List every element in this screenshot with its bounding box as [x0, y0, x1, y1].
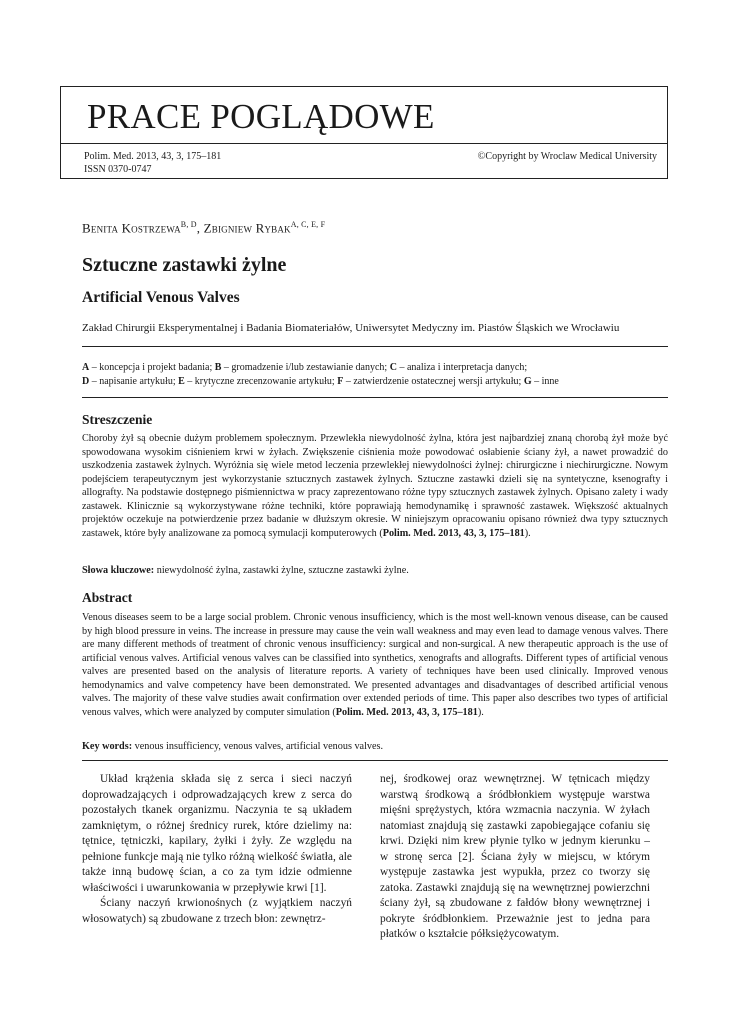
streszczenie-heading: Streszczenie [82, 412, 153, 427]
author-line [82, 220, 325, 236]
abstract-body: Venous diseases seem to be a large social problem. Chronic venous insufficiency, which is the most well-known venous disease, can be caused by high blood pressure in veins. The increase in pressure may cause the vein wall weakness and may even lead to damage venous valves. There are many different methods of treatment of chronic venous insufficiency: surgical and non-surgical. A new therapeutic approach is the use of artificial venous valves. Artificial venous valves can be classified into synthetics, xenografts and allografts. Different types of artificial venous valves are presented based on the analysis of literature reports. A variety of techniques have been used clinically. Improved venous hemodynamics and valve competency have been demonstrated. We presented advantages and disadvantages of described artificial venous valves. The majority of these valve studies await confirmation over extended periods of time. This paper also describes two types of artificial venous valves, which were analyzed by computer simulation (Polim. Med. 2013, 43, 3, 175–181). [82, 612, 668, 718]
author-name: Zbigniew Rybak [203, 220, 291, 236]
article-title-polish: Sztuczne zastawki żylne [82, 254, 287, 276]
citation: Polim. Med. 2013, 43, 3, 175–181 [335, 706, 478, 718]
article-title-english: Artificial Venous Valves [82, 289, 240, 306]
body-column-right [380, 772, 650, 943]
citation-line: Polim. Med. 2013, 43, 3, 175–181 [84, 151, 222, 162]
body-paragraph: nej, środkowej oraz wewnętrznej. W tętnicach między warstwą środkową a śródbłonkiem występuje warstwa mięśni sprężystych, która wzmacnia naczynia. W żyłach natomiast znajdują się zastawki zapobiegające cofaniu się krwi. Dzięki nim krew płynie tylko w jednym kierunku – w stronę serca [2]. Ściana żyły w miejscu, w którym występuje zastawka jest wypukła, przez co tworzy się zatoka. Zastawki znajdują się na wewnętrznej powierzchni ściany żył, są zbudowane z fałdów błony wewnętrznej i pokryte śródbłonkiem. Przeważnie jest to jedna para płatków o kształcie półksiężycowatym. [380, 773, 650, 940]
english-keywords: Key words: venous insufficiency, venous valves, artificial venous valves. [82, 741, 384, 752]
affiliation: Zakład Chirurgii Eksperymentalnej i Badania Biomateriałów, Uniwersytet Medyczny im. Piastów Śląskich we Wrocławiu [82, 322, 620, 334]
divider [82, 397, 668, 398]
issn-line: ISSN 0370-0747 [84, 163, 152, 175]
streszczenie-body: Choroby żył są obecnie dużym problemem społecznym. Przewlekła niewydolność żylna, która jest najbardziej znaną chorobą żył może być spowodowana wysokim ciśnieniem krwi w żyłach. Zwiększenie ciśnienia może powodować osłabienie ściany żył, a nawet prowadzić do uszkodzenia zastawek żylnych. Wyróżnia się wiele metod leczenia przewlekłej niewydolności żylnej: chirurgiczne i niechirurgiczne. Nowym podejściem terapeutycznym jest wykorzystanie sztucznych zastawek żylnych. Sztuczne zastawki dzieli się na syntetyczne, ksenografty i allografty. Na podstawie dostępnego piśmiennictwa w pracy zaprezentowano różne typy sztucznych zastawek żylnych. Opisano zalety i wady zastawek. Klinicznie są wykorzystywane różne techniki, które poprawiają hemodynamikę i sprawność zastawek. Większość aktualnych projektów oczekuje na potwierdzenie przez badanie w dłuższym okresie. W niniejszym opracowaniu opisano również dwa typy sztucznych zastawek, które były analizowane za pomocą symulacji komputerowych (Polim. Med. 2013, 43, 3, 175–181). [82, 433, 668, 539]
author-contribution-sup: B, D [180, 220, 197, 229]
author-contribution-sup: A, C, E, F [290, 220, 326, 229]
publication-info [84, 151, 221, 176]
body-column-left [82, 772, 352, 927]
author-name: Benita Kostrzewa [82, 220, 181, 236]
body-paragraph: Ściany naczyń krwionośnych (z wyjątkiem naczyń włosowatych) są zbudowane z trzech błon: zewnętrz- [82, 897, 352, 925]
contribution-line: D – napisanie artykułu; E – krytyczne zrecenzowanie artykułu; F – zatwierdzenie ostatecznej wersji artykułu; G – inne [82, 376, 559, 387]
divider [82, 760, 668, 761]
contribution-line: A – koncepcja i projekt badania; B – gromadzenie i/lub zestawianie danych; C – analiza i interpretacja danych; [82, 362, 528, 373]
abstract-heading: Abstract [82, 590, 133, 605]
citation: Polim. Med. 2013, 43, 3, 175–181 [382, 527, 525, 539]
divider [82, 346, 668, 347]
copyright-notice: ©Copyright by Wroclaw Medical University [477, 151, 657, 162]
section-title: PRACE POGLĄDOWE [87, 97, 435, 136]
journal-header [60, 86, 668, 179]
keywords-label: Key words: [82, 741, 133, 752]
author-separator: , [196, 220, 204, 236]
header-divider [61, 143, 667, 144]
contribution-legend [82, 361, 668, 389]
body-paragraph: Układ krążenia składa się z serca i sieci naczyń doprowadzających i odprowadzających krew z serca do pozostałych tkanek organizmu. Naczynia te są układem zamkniętym, o różnej średnicy rurek, które dzielimy na: tętnice, tętniczki, kapilary, żyłki i żyły. Ze względu na pełnione funkcje mają nie tylko różną wielkość światła, ale także inną budowę ścian, a co za tym idzie odmienne właściwości i uwarunkowania w przepływie krwi [1]. [82, 773, 352, 894]
keywords-label: Słowa kluczowe: [82, 565, 155, 576]
polish-keywords: Słowa kluczowe: niewydolność żylna, zastawki żylne, sztuczne zastawki żylne. [82, 565, 409, 576]
